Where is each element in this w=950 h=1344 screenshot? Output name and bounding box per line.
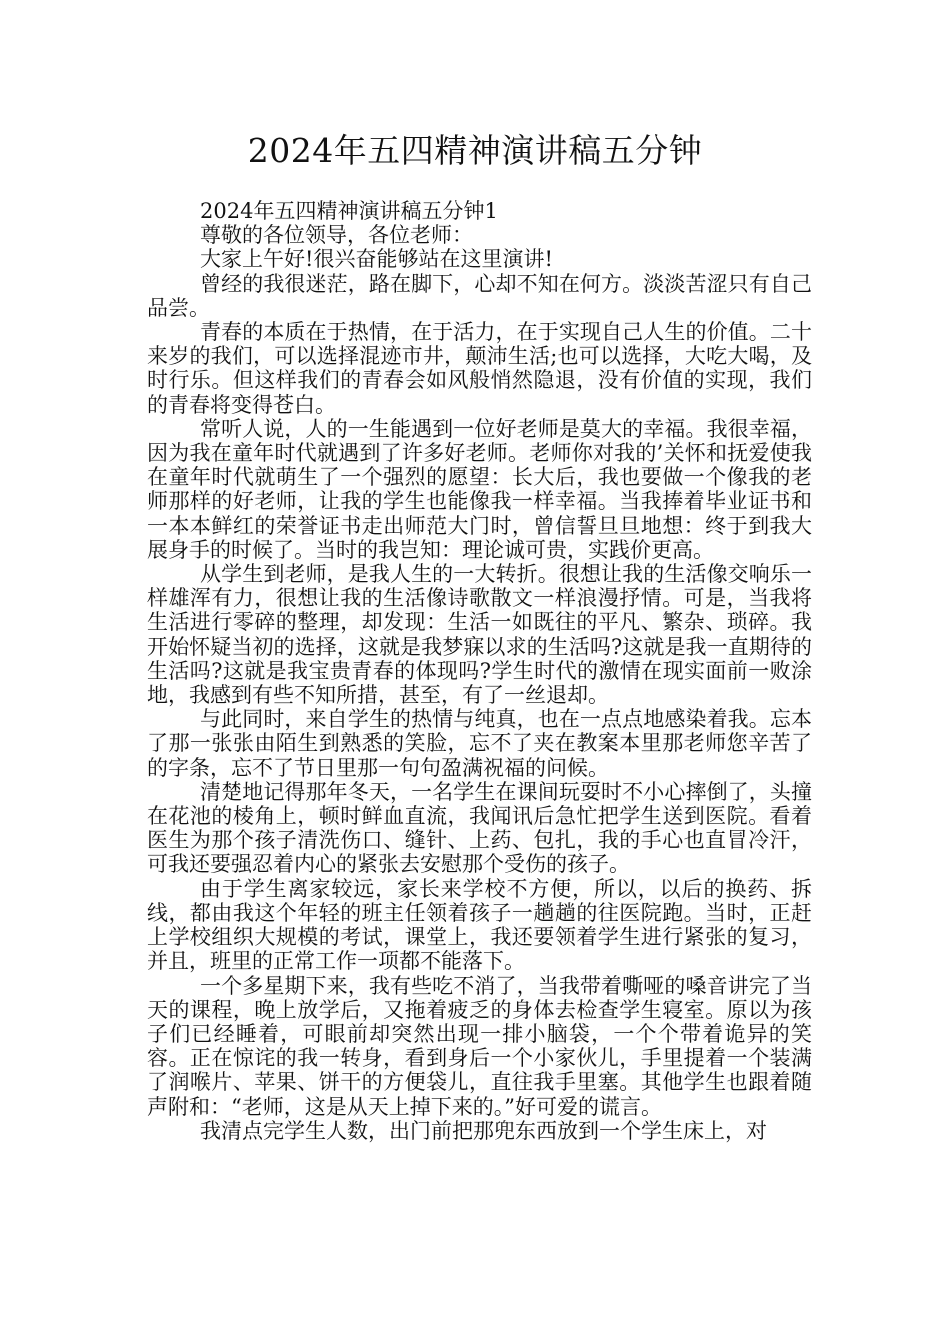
document-body <box>147 199 812 1143</box>
paragraph-greeting: 大家上午好!很兴奋能够站在这里演讲! <box>200 247 553 272</box>
paragraph: 从学生到老师，是我人生的一大转折。很想让我的生活像交响乐一样雄浑有力，很想让我的生活像诗歌散文一样浪漫抒情。可是，当我将生活进行零碎的整理，却发现：生活一如既往的平凡、繁杂、琐碎。我开始怀疑当初的选择，这就是我梦寐以求的生活吗?这就是我一直期待的生活吗?这就是我宝贵青春的体现吗?学生时代的激情在现实面前一败涂地，我感到有些不知所措，甚至，有了一丝退却。 <box>147 562 812 708</box>
paragraph: 我清点完学生人数，出门前把那兜东西放到一个学生床上，对 <box>200 1118 767 1143</box>
paragraph: 由于学生离家较远，家长来学校不方便，所以，以后的换药、拆线，都由我这个年轻的班主任领着孩子一趟趟的往医院跑。当时，正赶上学校组织大规模的考试，课堂上，我还要领着学生进行紧张的复习，并且，班里的正常工作一项都不能落下。 <box>147 876 812 974</box>
paragraph: 常听人说，人的一生能遇到一位好老师是莫大的幸福。我很幸福，因为我在童年时代就遇到了许多好老师。老师你对我的’关怀和抚爱使我在童年时代就萌生了一个强烈的愿望：长大后，我也要做一个像我的老师那样的好老师，让我的学生也能像我一样幸福。当我捧着毕业证书和一本本鲜红的荣誉证书走出师范大门时，曾信誓旦旦地想：终于到我大展身手的时候了。当时的我岂知：理论诚可贵，实践价更高。 <box>147 416 812 562</box>
paragraph-salutation: 尊敬的各位领导，各位老师： <box>200 223 473 248</box>
paragraph: 与此同时，来自学生的热情与纯真，也在一点点地感染着我。忘本了那一张张由陌生到熟悉的笑脸，忘不了夹在教案本里那老师您辛苦了的字条，忘不了节日里那一句句盈满祝福的问候。 <box>147 707 812 780</box>
paragraph: 清楚地记得那年冬天，一名学生在课间玩耍时不小心摔倒了，头撞在花池的棱角上，顿时鲜血直流，我闻讯后急忙把学生送到医院。看着医生为那个孩子清洗伤口、缝针、上药、包扎，我的手心也直冒冷汗，可我还要强忍着内心的紧张去安慰那个受伤的孩子。 <box>147 779 812 877</box>
paragraph: 青春的本质在于热情，在于活力，在于实现自己人生的价值。二十来岁的我们，可以选择混迹市井，颠沛生活;也可以选择，大吃大喝，及时行乐。但这样我们的青春会如风般悄然隐退，没有价值的实现，我们的青春将变得苍白。 <box>147 320 812 417</box>
paragraph-subtitle: 2024年五四精神演讲稿五分钟1 <box>200 199 498 223</box>
paragraph: 一个多星期下来，我有些吃不消了，当我带着嘶哑的嗓音讲完了当天的课程，晚上放学后，又拖着疲乏的身体去检查学生寝室。原以为孩子们已经睡着，可眼前却突然出现一排小脑袋，一个个带着诡异的笑容。正在惊诧的我一转身，看到身后一个小家伙儿，手里提着一个装满了润喉片、苹果、饼干的方便袋儿，直往我手里塞。其他学生也跟着随声附和：“老师，这是从天上掉下来的。”好可爱的谎言。 <box>147 973 812 1119</box>
document-title: 2024年五四精神演讲稿五分钟 <box>247 131 703 170</box>
paragraph: 曾经的我很迷茫，路在脚下，心却不知在何方。淡淡苦涩只有自己品尝。 <box>147 271 812 320</box>
